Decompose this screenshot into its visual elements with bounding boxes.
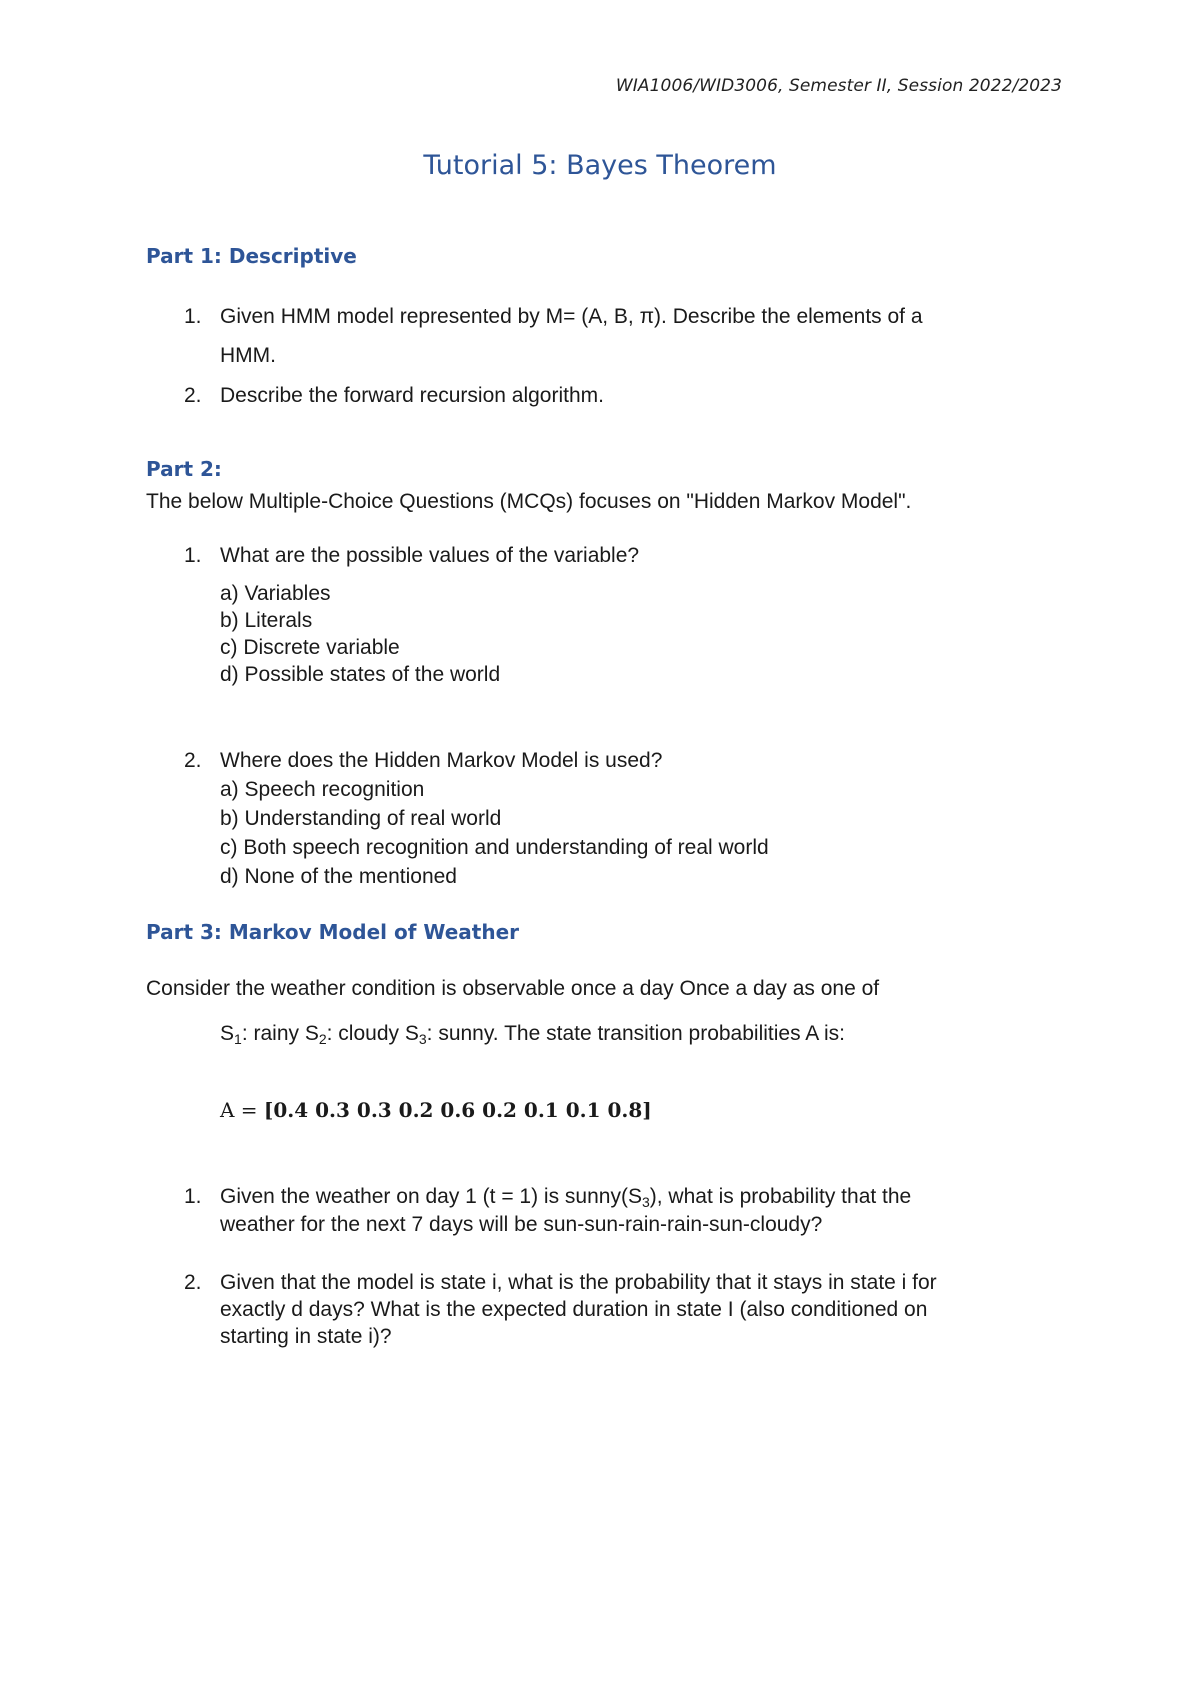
part3-q1-number: 1. [184, 1185, 202, 1208]
course-header: WIA1006/WID3006, Semester II, Session 2022/2023 [615, 76, 1062, 96]
mcq2-option-a: a) Speech recognition [220, 778, 425, 801]
part3-q1-subscript: 3 [641, 1194, 650, 1210]
part3-q1-line2: weather for the next 7 days will be sun-sun-rain-rain-sun-cloudy? [220, 1213, 823, 1236]
page-title: Tutorial 5: Bayes Theorem [423, 150, 777, 181]
part3-heading: Part 3: Markov Model of Weather [146, 920, 520, 944]
weather-states-line [220, 1022, 845, 1047]
mcq1-option-a: a) Variables [220, 582, 331, 605]
part3-q1-line1-start: Given the weather on day 1 (t = 1) is sunny(S [220, 1185, 642, 1208]
mcq2-option-c: c) Both speech recognition and understanding of real world [220, 836, 769, 859]
state-s2-text: : cloudy S [326, 1022, 419, 1045]
matrix-label: A = [220, 1098, 264, 1122]
part1-item1-line2: HMM. [220, 344, 276, 367]
part3-intro: Consider the weather condition is observable once a day Once a day as one of [146, 977, 880, 1000]
part3-q1-line1 [220, 1185, 911, 1210]
part1-item1-line1: Given HMM model represented by M= (A, B, π). Describe the elements of a [220, 305, 923, 328]
part3-q2-line2: exactly d days? What is the expected duration in state I (also conditioned on [220, 1298, 928, 1321]
part1-heading: Part 1: Descriptive [146, 244, 357, 268]
state-s1-letter: S [220, 1022, 235, 1045]
mcq2-question: Where does the Hidden Markov Model is used? [220, 749, 663, 772]
state-s3-text: : sunny. The state transition probabilities A is: [426, 1022, 845, 1045]
state-s1-subscript: 1 [234, 1031, 242, 1047]
matrix-values: [0.4 0.3 0.3 0.2 0.6 0.2 0.1 0.1 0.8] [263, 1098, 652, 1122]
transition-matrix [220, 1098, 652, 1122]
state-s1-text: : rainy S [241, 1022, 319, 1045]
part3-q2-line3: starting in state i)? [220, 1325, 392, 1348]
part1-item2-line1: Describe the forward recursion algorithm. [220, 384, 604, 407]
part3-q2-number: 2. [184, 1271, 202, 1294]
part3-q2-line1: Given that the model is state i, what is the probability that it stays in state i for [220, 1271, 937, 1294]
mcq1-option-d: d) Possible states of the world [220, 663, 501, 686]
mcq1-number: 1. [184, 544, 202, 567]
part1-item2-number: 2. [184, 384, 202, 407]
part2-intro: The below Multiple-Choice Questions (MCQs) focuses on "Hidden Markov Model". [146, 490, 912, 513]
state-s2-subscript: 2 [318, 1031, 327, 1047]
mcq2-option-d: d) None of the mentioned [220, 865, 457, 888]
part2-heading: Part 2: [146, 457, 222, 481]
mcq1-option-c: c) Discrete variable [220, 636, 400, 659]
mcq1-option-b: b) Literals [220, 609, 313, 632]
part3-q1-line1-end: ), what is probability that the [649, 1185, 912, 1208]
mcq1-question: What are the possible values of the variable? [220, 544, 640, 567]
state-s3-subscript: 3 [418, 1031, 427, 1047]
mcq2-option-b: b) Understanding of real world [220, 807, 502, 830]
part1-item1-number: 1. [184, 305, 202, 328]
mcq2-number: 2. [184, 749, 202, 772]
